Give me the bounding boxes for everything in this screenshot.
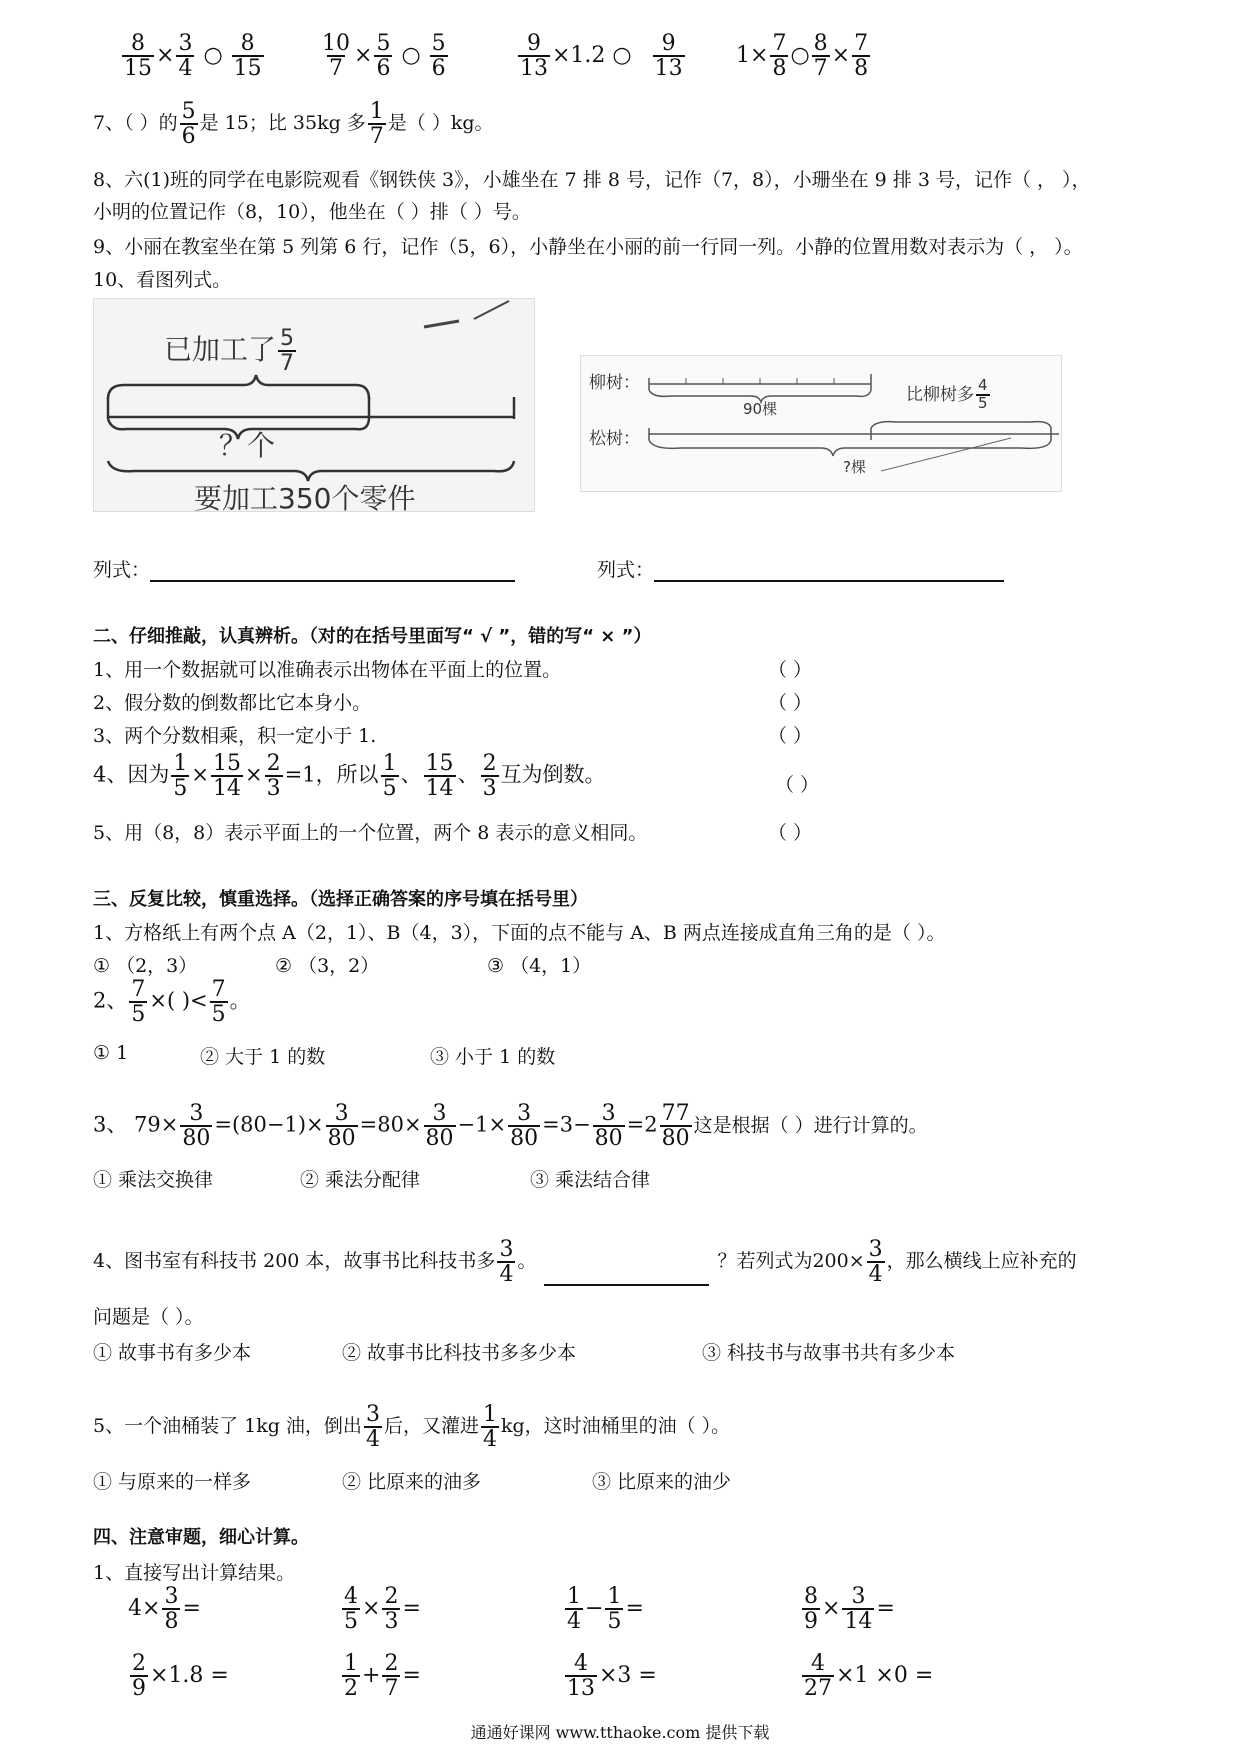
section-3-q5-option-3[interactable]: ③ 比原来的油少: [592, 1471, 732, 1493]
calc-item-1[interactable]: 4× $\frac{3}{8}$ =: [128, 1584, 201, 1635]
calc-item-8[interactable]: $\frac{4}{27}$ ×1 ×0 =: [804, 1651, 934, 1702]
section-3-title: 三、反复比较，慎重选择。（选择正确答案的序号填在括号里）: [93, 889, 588, 910]
answer-paren[interactable]: （ ）: [768, 725, 813, 747]
calc-item-3[interactable]: $\frac{1}{4}$ − $\frac{1}{5}$ =: [567, 1584, 644, 1635]
equation-line-1: [93, 555, 515, 582]
question-7: 7、（ ）的 $\frac{5}{6}$ 是 15；比 35kg 多 $\frac{1}{7}$ 是（ ）kg。: [93, 99, 494, 150]
question-blank[interactable]: [544, 1284, 709, 1286]
section-3-q3-option-2[interactable]: ② 乘法分配律: [300, 1169, 421, 1191]
compare-expr-4: 1× $\frac{7}{8}$ ○ $\frac{8}{7}$ × $\frac{7}{8}$: [736, 31, 869, 82]
pic2-row1-label: 柳树：: [589, 373, 640, 393]
tree-bars-svg: [581, 356, 1061, 491]
section-3-q3: 3、 79× $\frac{3}{80}$ =(80−1)× $\frac{3}{80}$ =80× $\frac{3}{80}$ −1× $\frac{3}{80}$ =3− $\frac{3}{80}$ =2 $\frac{77}{80}$ 这是根据（ ）进行计算的。: [93, 1101, 928, 1152]
equation-label: 列式：: [93, 559, 151, 581]
compare-circle[interactable]: ○: [203, 43, 223, 69]
section-2-item-5: 5、用（8，8）表示平面上的一个位置，两个 8 表示的意义相同。: [93, 822, 648, 844]
question-8-line2: 小明的位置记作（8，10），他坐在（ ）排（ ）号。: [93, 201, 531, 223]
section-4-q1: 1、直接写出计算结果。: [93, 1562, 296, 1584]
section-2-item-4: 4、因为 $\frac{1}{5}$ × $\frac{15}{14}$ × $\frac{2}{3}$ =1，所以 $\frac{1}{5}$ 、 $\frac{15}{14}$ 、 $\frac{2}{3}$ 互为倒数。: [93, 751, 606, 802]
pic2-row2-label: 松树：: [589, 429, 640, 449]
section-3-q3-option-3[interactable]: ③ 乘法结合律: [530, 1169, 651, 1191]
pic2-count-label: 90棵: [743, 400, 778, 418]
section-3-q2: 2、 $\frac{7}{5}$ ×( )< $\frac{7}{5}$ 。: [93, 977, 251, 1028]
section-3-q1-option-2[interactable]: ② （3，2）: [275, 955, 380, 977]
compare-expr-2: $\frac{10}{7}$ × $\frac{5}{6}$ ○ $\frac{5}{6}$: [322, 31, 446, 82]
compare-circle[interactable]: ○: [401, 43, 421, 69]
diagram-parts: [93, 298, 535, 515]
equation-answer-1[interactable]: [150, 580, 515, 582]
calc-item-7[interactable]: $\frac{4}{13}$ ×3 =: [567, 1651, 657, 1702]
compare-circle[interactable]: ○: [612, 43, 632, 69]
calc-item-2[interactable]: $\frac{4}{5}$ × $\frac{2}{3}$ =: [344, 1584, 421, 1635]
calc-item-6[interactable]: $\frac{1}{2}$ + $\frac{2}{7}$ =: [344, 1651, 421, 1702]
compare-expr-1: $\frac{8}{15}$ × $\frac{3}{4}$ ○ $\frac{8}{15}$: [124, 31, 262, 82]
section-2-item-1: 1、用一个数据就可以准确表示出物体在平面上的位置。: [93, 659, 562, 681]
pic1-total-label: 要加工350个零件: [194, 482, 416, 515]
section-4-title: 四、注意审题，细心计算。: [93, 1527, 309, 1548]
section-3-q1-option-3[interactable]: ③ （4，1）: [487, 955, 592, 977]
section-3-q5-option-2[interactable]: ② 比原来的油多: [342, 1471, 482, 1493]
section-3-q4-option-2[interactable]: ② 故事书比科技书多多少本: [342, 1342, 577, 1364]
equation-label: 列式：: [597, 559, 655, 581]
section-3-q1-option-1[interactable]: ① （2，3）: [93, 955, 198, 977]
diagram-trees: [580, 355, 1062, 492]
section-3-q4-option-3[interactable]: ③ 科技书与故事书共有多少本: [702, 1342, 956, 1364]
question-9: 9、小丽在教室坐在第 5 列第 6 行，记作（5，6），小静坐在小丽的前一行同一列。小静的位置用数对表示为（ ， ）。: [93, 236, 1083, 258]
section-3-q4-option-1[interactable]: ① 故事书有多少本: [93, 1342, 252, 1364]
question-8-line1: 8、六(1)班的同学在电影院观看《钢铁侠 3》，小雄坐在 7 排 8 号，记作（7，8），小珊坐在 9 排 3 号，记作（ ， ），: [93, 169, 1091, 191]
compare-circle[interactable]: ○: [790, 43, 810, 69]
section-3-q4: 4、图书室有科技书 200 本，故事书比科技书多 $\frac{3}{4}$ 。 ？若列式为200× $\frac{3}{4}$ ，那么横线上应补充的: [93, 1237, 1077, 1288]
section-3-q3-option-1[interactable]: ① 乘法交换律: [93, 1169, 214, 1191]
calc-item-5[interactable]: $\frac{2}{9}$ ×1.8 =: [132, 1651, 229, 1702]
pic1-top-label: 已加工了 $\frac{5}{7}$: [164, 326, 295, 377]
pic1-unknown-label: ？个: [219, 429, 276, 462]
section-2-item-2: 2、假分数的倒数都比它本身小。: [93, 692, 372, 714]
section-3-q1: 1、方格纸上有两个点 A（2，1）、B（4，3），下面的点不能与 A、B 两点连接成直角三角的是（ ）。: [93, 922, 946, 944]
pic2-ask-label: ?棵: [843, 458, 866, 476]
equation-line-2: [597, 555, 1004, 582]
calc-item-4[interactable]: $\frac{8}{9}$ × $\frac{3}{14}$ =: [804, 1584, 895, 1635]
pic2-extra-label: 比柳树多 $\frac{4}{5}$: [906, 376, 988, 412]
answer-paren[interactable]: （ ）: [768, 659, 813, 681]
section-2-title: 二、仔细推敲，认真辨析。（对的在括号里面写“ √ ”，错的写“ × ”）: [93, 626, 652, 647]
answer-paren[interactable]: （ ）: [775, 774, 820, 796]
question-10: 10、看图列式。: [93, 269, 232, 291]
section-3-q4-line2: 问题是（ ）。: [93, 1306, 204, 1328]
section-3-q2-option-3[interactable]: ③ 小于 1 的数: [430, 1046, 556, 1068]
compare-expr-3: $\frac{9}{13}$ ×1.2 ○ $\frac{9}{13}$: [520, 31, 683, 82]
section-3-q5: 5、一个油桶装了 1kg 油，倒出 $\frac{3}{4}$ 后，又灌进 $\frac{1}{4}$ kg，这时油桶里的油（ ）。: [93, 1402, 731, 1453]
section-3-q5-option-1[interactable]: ① 与原来的一样多: [93, 1471, 252, 1493]
section-3-q2-option-2[interactable]: ② 大于 1 的数: [200, 1046, 326, 1068]
page-footer: 通通好课网 www.tthaoke.com 提供下载: [470, 1723, 770, 1742]
section-3-q2-option-1[interactable]: ① 1: [93, 1042, 129, 1064]
answer-paren[interactable]: （ ）: [768, 822, 813, 844]
equation-answer-2[interactable]: [654, 580, 1004, 582]
section-2-item-3: 3、两个分数相乘，积一定小于 1.: [93, 725, 377, 747]
answer-paren[interactable]: （ ）: [768, 692, 813, 714]
